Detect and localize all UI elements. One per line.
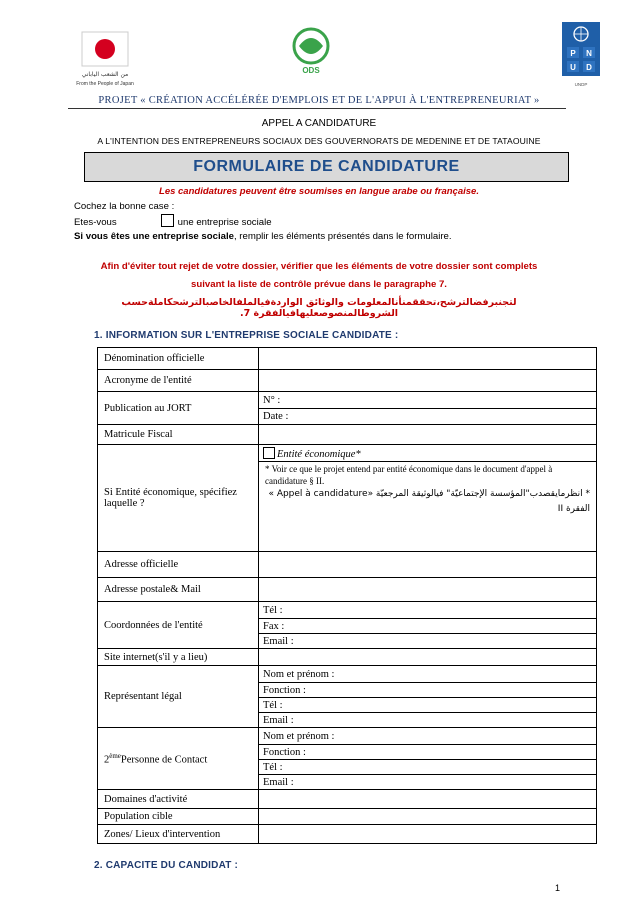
language-note: Les candidatures peuvent être soumises en langue arabe ou française.	[159, 186, 479, 197]
entity-info-table	[97, 347, 597, 844]
appel-heading: APPEL A CANDIDATURE	[261, 118, 377, 129]
population-label: Population cible	[98, 809, 259, 825]
matricule-label: Matricule Fiscal	[98, 425, 259, 445]
entite-economique-checkbox[interactable]	[263, 447, 275, 459]
intro-condition: Si vous êtes une entreprise sociale	[74, 231, 234, 242]
contact-label	[98, 728, 259, 790]
svg-text:U: U	[570, 63, 576, 72]
entite-economique-label: Entité économique*	[277, 448, 361, 460]
population-field[interactable]	[259, 809, 597, 825]
zones-label: Zones/ Lieux d'intervention	[98, 825, 259, 844]
representant-nom-field[interactable]: Nom et prénom :	[259, 666, 597, 683]
coordonnees-email-field[interactable]: Email :	[259, 634, 597, 649]
entite-label: Si Entité économique, spécifiez laquelle ?	[98, 445, 259, 552]
contact-tel-field[interactable]: Tél :	[259, 760, 597, 775]
contact-email-field[interactable]: Email :	[259, 775, 597, 790]
logo-bar	[0, 22, 638, 92]
svg-text:P: P	[570, 49, 576, 58]
intro-line-3	[74, 230, 452, 244]
warning-block	[70, 258, 568, 294]
document-subtitle: A L'INTENTION DES ENTREPRENEURS SOCIAUX DES GOUVERNORATS DE MEDENINE ET DE TATAOUINE	[97, 136, 541, 146]
warning-line-1: Afin d'éviter tout rejet de votre dossier, vérifier que les éléments de votre dossier sont complets	[100, 261, 538, 272]
warning-line-2: suivant la liste de contrôle prévue dans le paragraphe 7.	[191, 279, 447, 290]
contact-label-text: Personne de Contact	[120, 754, 208, 766]
contact-nom-field[interactable]: Nom et prénom :	[259, 728, 597, 745]
japan-flag-logo	[76, 30, 134, 90]
intro-question: Etes-vous	[74, 217, 117, 228]
domaines-label: Domaines d'activité	[98, 790, 259, 809]
domaines-field[interactable]	[259, 790, 597, 809]
representant-label: Représentant légal	[98, 666, 259, 728]
adresse-label: Adresse officielle	[98, 552, 259, 578]
section-2-heading: 2. CAPACITE DU CANDIDAT :	[94, 860, 239, 871]
zones-field[interactable]	[259, 825, 597, 844]
representant-fonction-field[interactable]: Fonction :	[259, 683, 597, 698]
representant-tel-field[interactable]: Tél :	[259, 698, 597, 713]
adresse-postale-label: Adresse postale& Mail	[98, 578, 259, 602]
contact-ordinal-suffix: ème	[109, 751, 121, 760]
publication-date-field[interactable]: Date :	[259, 409, 597, 425]
section-1-heading: 1. INFORMATION SUR L'ENTREPRISE SOCIALE CANDIDATE :	[94, 330, 399, 341]
intro-block	[74, 200, 452, 244]
publication-label: Publication au JORT	[98, 392, 259, 425]
entite-note: * Voir ce que le projet entend par entité économique dans le document d'appel à candidature § II.	[265, 464, 553, 486]
site-field[interactable]	[259, 649, 597, 666]
matricule-field[interactable]	[259, 425, 597, 445]
page-number: 1	[555, 883, 561, 893]
entite-note-cell	[259, 462, 597, 552]
intro-line-2	[74, 214, 452, 230]
contact-fonction-field[interactable]: Fonction :	[259, 745, 597, 760]
undp-logo-text: UNDP	[574, 82, 588, 87]
site-label: Site internet(s'il y a lieu)	[98, 649, 259, 666]
form-title: FORMULAIRE DE CANDIDATURE	[84, 152, 569, 182]
svg-text:من الشعب الياباني: من الشعب الياباني	[81, 71, 129, 78]
ods-logo-text: ODS	[302, 66, 320, 75]
adresse-field[interactable]	[259, 552, 597, 578]
project-title: PROJET « CRÉATION ACCÉLÉRÉE D'EMPLOIS ET DE L'APPUI À L'ENTREPRENEURIAT »	[98, 95, 540, 106]
coordonnees-tel-field[interactable]: Tél :	[259, 602, 597, 619]
coordonnees-fax-field[interactable]: Fax :	[259, 619, 597, 634]
representant-email-field[interactable]: Email :	[259, 713, 597, 728]
header-rule	[68, 108, 566, 109]
coordonnees-label: Coordonnées de l'entité	[98, 602, 259, 649]
entite-option	[259, 445, 597, 462]
publication-number-field[interactable]: N° :	[259, 392, 597, 409]
acronyme-field[interactable]	[259, 370, 597, 392]
intro-instruction: , remplir les éléments présentés dans le formulaire.	[233, 231, 452, 242]
svg-text:N: N	[586, 49, 592, 58]
intro-line-1: Cochez la bonne case :	[74, 201, 175, 212]
warning-arabic: لتجنبرفضالترشح،تحققمنأنالمعلومات والوثائق الواردةفيالملفالخاصبالترشحكاملةحسب الشروطالمنصوصعليهافيالفقرة 7.	[121, 297, 517, 319]
svg-text:D: D	[586, 63, 592, 72]
denomination-label: Dénomination officielle	[98, 348, 259, 370]
denomination-field[interactable]	[259, 348, 597, 370]
acronyme-label: Acronyme de l'entité	[98, 370, 259, 392]
ods-logo	[285, 26, 337, 76]
entreprise-sociale-label: une entreprise sociale	[177, 217, 272, 228]
entreprise-sociale-checkbox[interactable]	[161, 214, 174, 227]
undp-logo	[562, 22, 600, 96]
japan-logo-text: From the People of Japan	[76, 81, 134, 87]
entite-note-arabic: * انظرمايقصدب"المؤسسة الإجتماعيّة" فيالوثيقة المرجعيّة «Appel à candidature » الفقرة II	[268, 489, 590, 514]
contact-ordinal: 2	[104, 754, 110, 766]
adresse-postale-field[interactable]	[259, 578, 597, 602]
